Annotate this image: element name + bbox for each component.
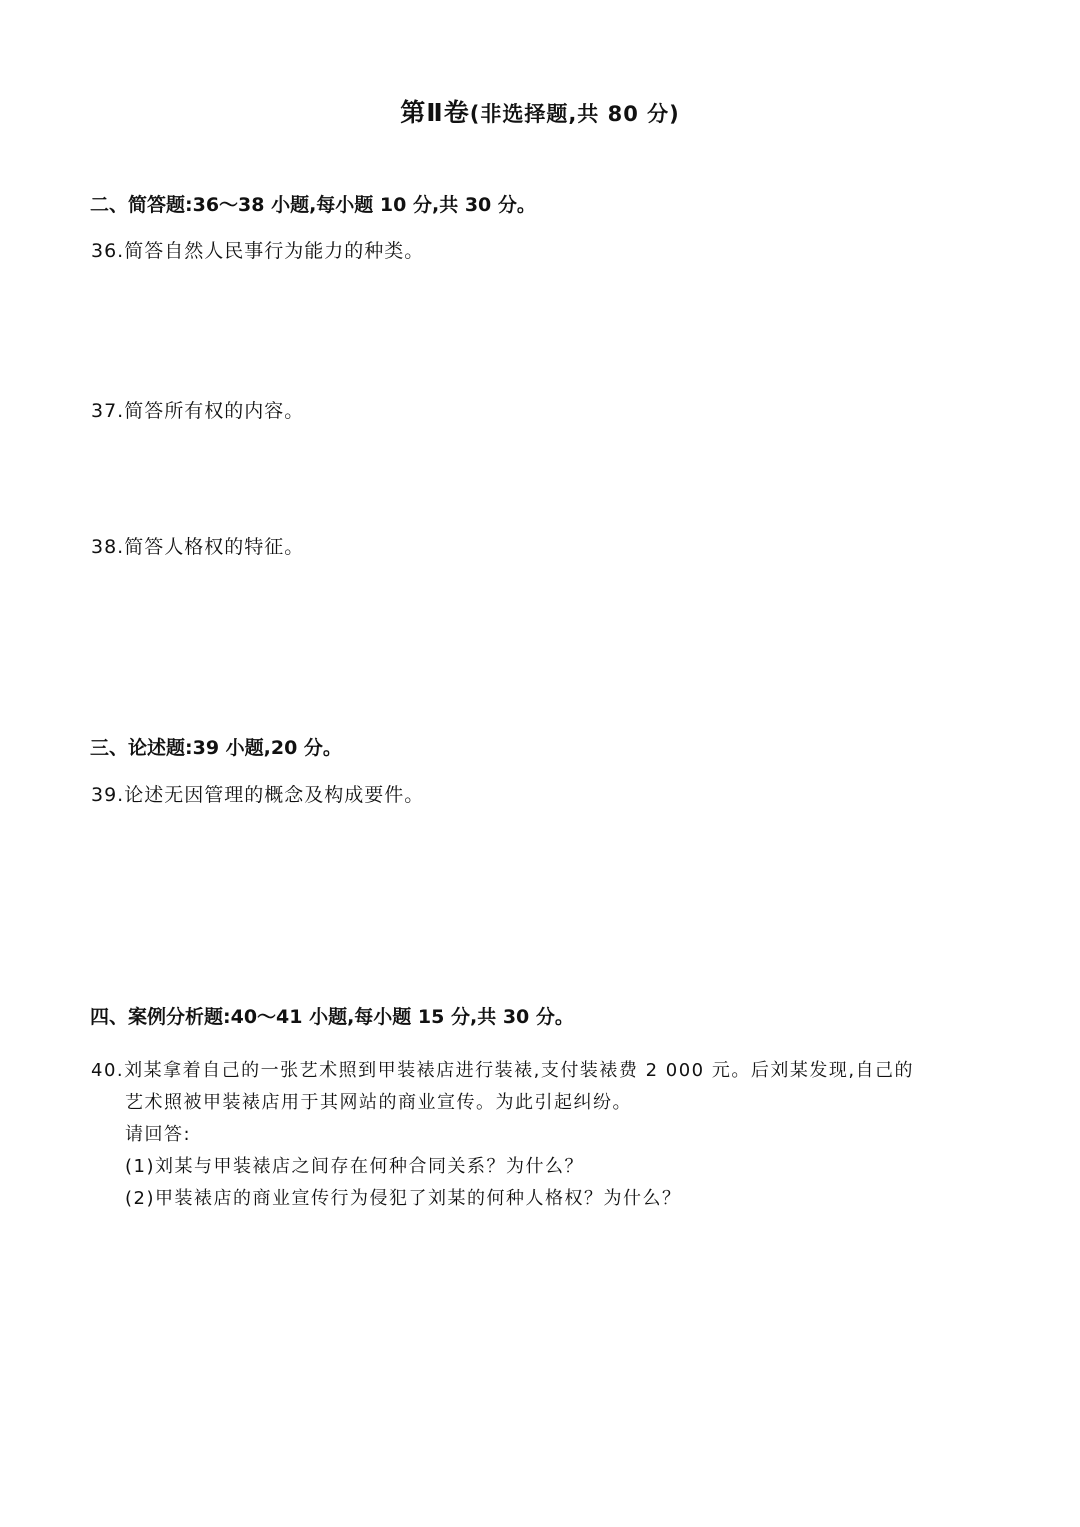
page-title: [0, 96, 1080, 131]
question-40-subquestion-2: (2)甲装裱店的商业宣传行为侵犯了刘某的何种人格权？为什么？: [125, 1188, 682, 1209]
question-40-line: 艺术照被甲装裱店用于其网站的商业宣传。为此引起纠纷。: [125, 1092, 632, 1113]
question-40: [91, 1055, 1001, 1215]
page-title-main: 第Ⅱ卷: [400, 98, 470, 127]
question-36: 36.简答自然人民事行为能力的种类。: [91, 240, 425, 262]
section-heading-case-analysis: 四、案例分析题:40～41 小题,每小题 15 分,共 30 分。: [90, 1006, 574, 1028]
question-40-prompt: 请回答:: [125, 1124, 192, 1145]
question-39: 39.论述无因管理的概念及构成要件。: [91, 784, 425, 806]
section-heading-short-answer: 二、简答题:36～38 小题,每小题 10 分,共 30 分。: [90, 194, 536, 216]
question-37: 37.简答所有权的内容。: [91, 400, 305, 422]
page-title-sub: (非选择题,共 80 分): [469, 102, 680, 126]
question-40-subquestion-1: (1)刘某与甲装裱店之间存在何种合同关系？为什么？: [125, 1156, 584, 1177]
question-40-line: 40.刘某拿着自己的一张艺术照到甲装裱店进行装裱,支付装裱费 2 000 元。后刘某发现,自己的: [91, 1060, 915, 1081]
question-38: 38.简答人格权的特征。: [91, 536, 305, 558]
section-heading-essay: 三、论述题:39 小题,20 分。: [90, 737, 342, 759]
